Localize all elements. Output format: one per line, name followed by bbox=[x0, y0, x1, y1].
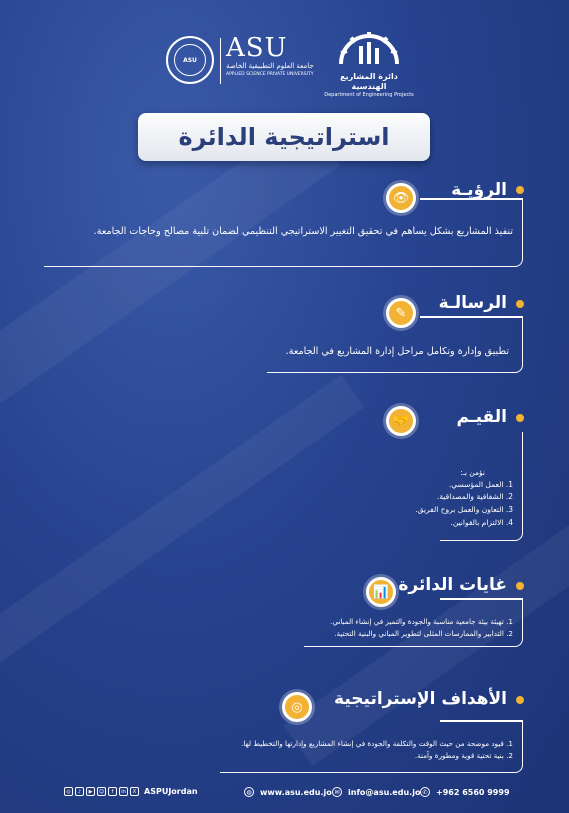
asu-logo-mark: ASU bbox=[226, 33, 288, 63]
gear-building-icon bbox=[337, 32, 401, 66]
goals-icon-badge bbox=[366, 577, 396, 607]
values-bullet bbox=[516, 414, 524, 422]
youtube-icon[interactable]: ▶ bbox=[86, 787, 95, 796]
social-links bbox=[64, 787, 198, 796]
website-text[interactable]: www.asu.edu.jo bbox=[260, 787, 332, 797]
mission-title: الرسالـة bbox=[438, 293, 507, 313]
handshake-icon: 🤝 bbox=[392, 413, 410, 429]
page-title-banner bbox=[138, 113, 430, 161]
vision-icon-badge bbox=[386, 183, 416, 213]
mission-text: تطبيق وإدارة وتكامل مراحل إدارة المشاريع في الجامعة. bbox=[285, 346, 509, 357]
phone-icon: ✆ bbox=[420, 787, 430, 797]
asu-logo bbox=[226, 34, 316, 78]
department-logo-english: Department of Engineering Projects bbox=[324, 92, 414, 98]
asu-logo-english: APPLIED SCIENCE PRIVATE UNIVERSITY bbox=[226, 72, 314, 77]
phone-text[interactable]: +962 6560 9999 bbox=[436, 787, 510, 797]
values-item: 2. الشفافية والمصداقية. bbox=[436, 492, 513, 501]
goals-item: 1. تهيئة بيئة جامعية مناسبة والجودة والتميز في إنشاء المباني. bbox=[330, 617, 513, 626]
header-logos bbox=[0, 32, 569, 98]
mail-icon: ✉ bbox=[332, 787, 342, 797]
growth-chart-icon: 📊 bbox=[372, 584, 390, 600]
objectives-bullet bbox=[516, 696, 524, 704]
eye-icon: 👁 bbox=[392, 190, 410, 206]
values-title: القيـم bbox=[456, 407, 507, 427]
asu-logo-arabic: جامعة العلوم التطبيقية الخاصة bbox=[226, 62, 314, 70]
facebook-icon[interactable]: f bbox=[108, 787, 117, 796]
target-icon: ◎ bbox=[291, 699, 303, 715]
mission-frame-top bbox=[420, 316, 522, 318]
website-link[interactable] bbox=[244, 787, 332, 797]
values-item: 1. العمل المؤسسي. bbox=[448, 480, 513, 489]
objectives-item: 2. بنية تحتية قوية ومطورة وآمنة. bbox=[414, 751, 513, 760]
logo-divider bbox=[220, 38, 221, 84]
background-stripe bbox=[0, 374, 364, 705]
mission-icon-badge bbox=[386, 298, 416, 328]
goals-item: 2. التدابير والممارسات المثلى لتطوير المباني والبنية التحتية. bbox=[334, 629, 513, 638]
goals-title: غايات الدائرة bbox=[398, 575, 507, 595]
document-pen-icon: ✎ bbox=[395, 305, 407, 321]
social-handle[interactable]: ASPUJordan bbox=[144, 787, 198, 796]
values-item: 4. الالتزام بالقوانين. bbox=[450, 518, 513, 527]
instagram-icon[interactable]: ◎ bbox=[64, 787, 73, 796]
footer bbox=[0, 785, 569, 803]
vision-text: تنفيذ المشاريع بشكل يساهم في تحقيق التغيير الاستراتيجي التنظيمي لضمان تلبية مصالح وحاجات الجامعة. bbox=[93, 226, 513, 237]
mission-bullet bbox=[516, 300, 524, 308]
department-logo bbox=[324, 32, 414, 99]
values-item: 3. التعاون والعمل بروح الفريق. bbox=[415, 505, 513, 514]
email-link[interactable] bbox=[332, 787, 420, 797]
department-logo-arabic: دائرة المشاريع الهندسية bbox=[340, 72, 398, 91]
vision-title: الرؤيـة bbox=[451, 180, 507, 200]
objectives-icon-badge bbox=[282, 692, 312, 722]
seal-mark: ASU bbox=[174, 44, 206, 76]
goals-bullet bbox=[516, 582, 524, 590]
university-seal-logo bbox=[166, 36, 214, 84]
linkedin-icon[interactable]: in bbox=[119, 787, 128, 796]
snapchat-icon[interactable]: ☺ bbox=[98, 788, 105, 795]
goals-frame-top bbox=[440, 598, 522, 600]
objectives-frame-top bbox=[440, 720, 522, 722]
x-icon[interactable]: X bbox=[130, 787, 139, 796]
phone-link[interactable] bbox=[420, 787, 510, 797]
objectives-item: 1. قيود موضحة من حيث الوقت والتكلفة والجودة في إنشاء المشاريع وإدارتها والتخطيط لها. bbox=[241, 739, 513, 748]
values-icon-badge bbox=[386, 406, 416, 436]
objectives-title: الأهداف الإستراتيجية bbox=[334, 689, 507, 709]
tiktok-icon[interactable]: ♪ bbox=[75, 787, 84, 796]
vision-bullet bbox=[516, 186, 524, 194]
globe-icon: ◍ bbox=[244, 787, 254, 797]
email-text[interactable]: info@asu.edu.jo bbox=[348, 787, 421, 797]
values-intro: نؤمن بـ: bbox=[460, 468, 485, 477]
page-title: استراتيجية الدائرة bbox=[178, 123, 390, 151]
